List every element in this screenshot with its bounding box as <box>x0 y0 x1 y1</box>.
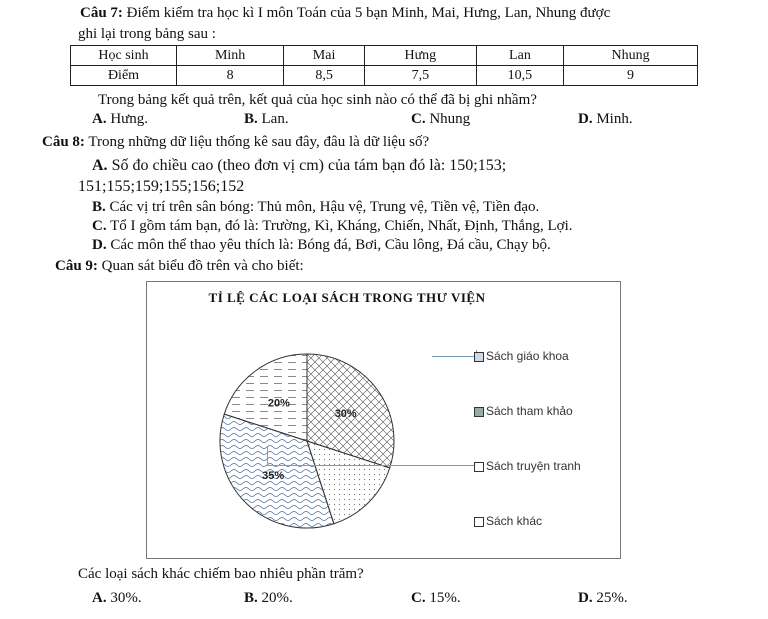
option-text: Nhung <box>425 111 471 127</box>
option-text: 25%. <box>592 590 628 606</box>
q9-option-a[interactable] <box>92 590 142 607</box>
q9-question: Các loại sách khác chiếm bao nhiêu phần trăm? <box>78 566 364 582</box>
table-cell: 9 <box>564 66 698 86</box>
q7-option-b[interactable] <box>244 111 289 128</box>
option-text: 20%. <box>257 590 293 606</box>
option-letter: C. <box>411 590 426 606</box>
slice-label: 30% <box>334 407 357 420</box>
option-text: Tổ I gồm tám bạn, đó là: Trường, Kì, Kháng, Chiến, Nhất, Định, Thắng, Lợi. <box>106 218 573 234</box>
table-header-cell: Nhung <box>564 46 698 66</box>
pie-chart-frame <box>146 281 621 559</box>
option-letter: A. <box>92 111 107 127</box>
option-letter: B. <box>244 590 258 606</box>
table-header-cell: Minh <box>177 46 284 66</box>
q7-option-d[interactable] <box>578 111 633 128</box>
leader-line <box>432 356 476 357</box>
table-cell: 10,5 <box>476 66 563 86</box>
option-text: Hưng. <box>106 111 149 127</box>
option-letter: D. <box>578 590 593 606</box>
q9-option-d[interactable] <box>578 590 628 607</box>
legend-label: Sách truyện tranh <box>486 459 581 473</box>
option-text: Minh. <box>592 111 633 127</box>
q9-option-b[interactable] <box>244 590 293 607</box>
q7-option-c[interactable] <box>411 111 470 128</box>
q7-question: Trong bảng kết quả trên, kết quả của học sinh nào có thể đã bị ghi nhầm? <box>98 92 537 108</box>
q9-title: Câu 9: <box>55 258 98 274</box>
legend-swatch <box>474 407 484 417</box>
legend-swatch <box>474 352 484 362</box>
q7-line2: ghi lại trong bảng sau : <box>78 26 216 42</box>
option-letter: B. <box>244 111 258 127</box>
slice-label: 35% <box>262 469 285 482</box>
q8-option-c[interactable] <box>92 218 573 235</box>
q9-line <box>55 258 304 275</box>
legend-item <box>474 404 573 418</box>
option-text: Lan. <box>257 111 289 127</box>
q8-option-a[interactable] <box>92 157 506 175</box>
leader-line <box>267 447 268 465</box>
option-letter: C. <box>411 111 426 127</box>
option-letter: A. <box>92 590 107 606</box>
legend-swatch <box>474 462 484 472</box>
q7-text: Điểm kiểm tra học kì I môn Toán của 5 bạn Minh, Mai, Hưng, Lan, Nhung được <box>122 5 611 21</box>
q9-text: Quan sát biểu đồ trên và cho biết: <box>97 258 304 274</box>
q8-title: Câu 8: <box>42 134 85 150</box>
q8-option-a-cont: 151;155;159;155;156;152 <box>78 178 245 195</box>
score-table <box>70 45 698 86</box>
option-text: 15%. <box>425 590 461 606</box>
option-letter: B. <box>92 199 106 215</box>
legend-label: Sách tham khảo <box>486 404 573 418</box>
slice-label: 20% <box>267 397 290 410</box>
pie-chart <box>147 282 620 558</box>
table-cell: 8,5 <box>284 66 365 86</box>
q7-line1 <box>80 5 610 22</box>
option-letter: A. <box>92 157 108 174</box>
option-text: 30%. <box>106 590 142 606</box>
q8-option-d[interactable] <box>92 237 551 254</box>
leader-line <box>267 465 477 466</box>
option-letter: D. <box>92 237 107 253</box>
legend-item <box>474 349 569 363</box>
q9-option-c[interactable] <box>411 590 461 607</box>
table-cell: 8 <box>177 66 284 86</box>
option-text: Số đo chiều cao (theo đơn vị cm) của tám bạn đó là: 150;153; <box>107 157 507 174</box>
table-header-cell: Hưng <box>364 46 476 66</box>
q7-title: Câu 7: <box>80 5 123 21</box>
table-cell: Điểm <box>71 66 177 86</box>
table-header-cell: Mai <box>284 46 365 66</box>
legend-swatch <box>474 517 484 527</box>
option-text: Các vị trí trên sân bóng: Thủ môn, Hậu vệ, Trung vệ, Tiền vệ, Tiền đạo. <box>105 199 540 215</box>
q8-option-b[interactable] <box>92 199 539 216</box>
table-header-cell: Lan <box>476 46 563 66</box>
chart-title: TỈ LỆ CÁC LOẠI SÁCH TRONG THƯ VIỆN <box>208 290 486 305</box>
option-letter: D. <box>578 111 593 127</box>
table-row <box>71 46 698 66</box>
legend-label: Sách giáo khoa <box>486 349 569 363</box>
legend-item <box>474 514 542 528</box>
table-row <box>71 66 698 86</box>
q8-line <box>42 134 429 151</box>
legend-label: Sách khác <box>486 514 543 528</box>
q7-option-a[interactable] <box>92 111 148 128</box>
table-cell: 7,5 <box>364 66 476 86</box>
option-text: Các môn thể thao yêu thích là: Bóng đá, Bơi, Cầu lông, Đá cầu, Chạy bộ. <box>106 237 551 253</box>
q8-text: Trong những dữ liệu thống kê sau đây, đâu là dữ liệu số? <box>84 134 430 150</box>
option-letter: C. <box>92 218 107 234</box>
table-header-cell: Học sinh <box>71 46 177 66</box>
legend-item <box>474 459 581 473</box>
